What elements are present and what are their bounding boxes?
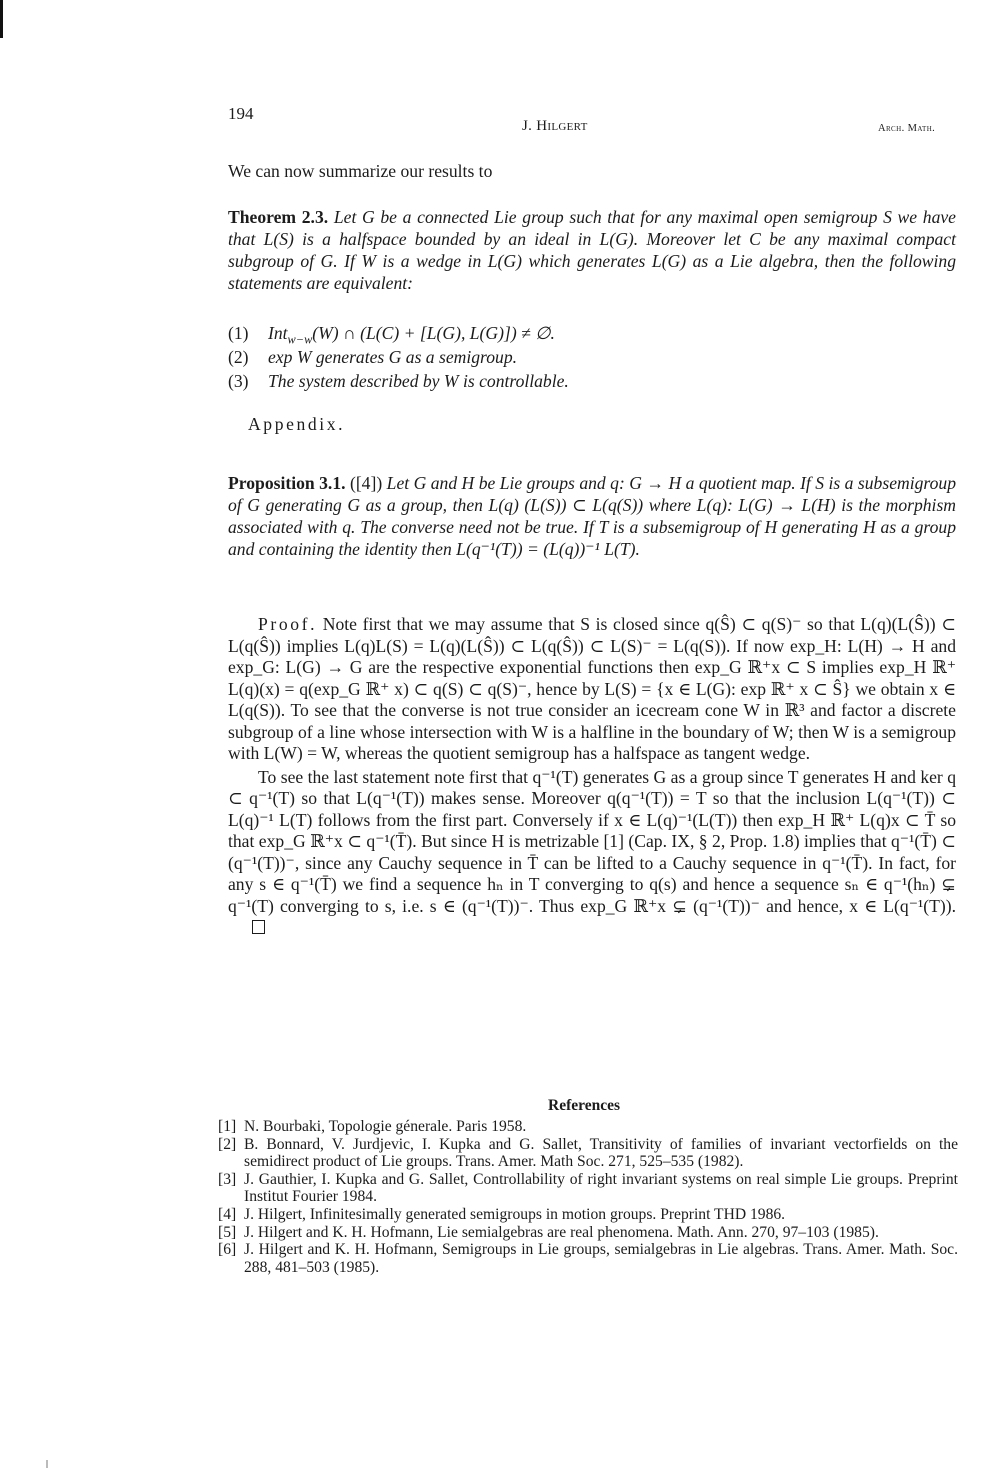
- reference-number: [1]: [218, 1118, 237, 1135]
- appendix-heading: Appendix.: [248, 414, 346, 434]
- reference-number: [4]: [218, 1205, 237, 1223]
- proposition-paragraph: [228, 472, 956, 560]
- page-number: 194: [228, 104, 254, 123]
- reference-text: J. Hilgert and K. H. Hofmann, Semigroups in Lie groups, semialgebras in Lie algebras. Trans. Amer. Math. Soc. 288, 481–503 (1985).: [244, 1241, 958, 1276]
- intro-line: [228, 160, 956, 182]
- list-item-text: The system described by W is controllable.: [268, 371, 569, 391]
- proposition-text: Let G and H be Lie groups and q: G → H a quotient map. If S is a subsemigroup of G generating G as a group, then L(q) (L(S)) ⊂ L(q(S)) where L(q): L(G) → L(H) is the morphism associated with q. The converse need not be true. If T is a subsemigroup of H generating H as a group and containing the identity then L(q⁻¹(T)) = (L(q))⁻¹ L(T).: [228, 473, 956, 559]
- list-item-text: Int$_{w-w}$(W) ∩ (L(C) + [L(G), L(G)]) ≠ ∅.: [268, 323, 555, 347]
- reference-item: [218, 1241, 958, 1276]
- running-author: J. Hilgert: [522, 118, 588, 134]
- references-list: [218, 1118, 958, 1276]
- list-item: [228, 369, 956, 393]
- theorem-statement-list: [228, 321, 956, 393]
- theorem-text: Let G be a connected Lie group such that for any maximal open semigroup S we have that L(S) is a halfspace bounded by an ideal in L(G). Moreover let C be any maximal compact subgroup of G. If W is a wedge in L(G) which generates L(G) as a Lie algebra, then the following statements are equivalent:: [228, 207, 956, 293]
- list-item: [228, 345, 956, 369]
- reference-item: [218, 1206, 958, 1224]
- theorem-paragraph: [228, 206, 956, 294]
- reference-text: J. Hilgert, Infinitesimally generated semigroups in motion groups. Preprint THD 1986.: [244, 1205, 786, 1223]
- reference-item: [218, 1224, 958, 1242]
- reference-text: B. Bonnard, V. Jurdjevic, I. Kupka and G. Sallet, Transitivity of families of invariant vectorfields on the semidirect product of Lie groups. Trans. Amer. Math Soc. 271, 525–535 (1982).: [244, 1135, 958, 1171]
- reference-item: [218, 1118, 958, 1136]
- reference-text: J. Hilgert and K. H. Hofmann, Lie semialgebras are real phenomena. Math. Ann. 270, 97–103 (1985).: [244, 1223, 879, 1241]
- theorem-label: Theorem 2.3.: [228, 207, 329, 227]
- intro-text: We can now summarize our results to: [228, 161, 493, 181]
- reference-number: [6]: [218, 1241, 237, 1259]
- theorem-block: [228, 206, 956, 294]
- scan-artifact: [46, 1460, 48, 1468]
- reference-text: J. Gauthier, I. Kupka and G. Sallet, Controllability of right invariant systems on real simple Lie groups. Preprint Institut Fourier 1984.: [244, 1170, 958, 1206]
- list-item-number: (3): [228, 371, 249, 391]
- references-heading: References: [548, 1097, 621, 1114]
- proof-block: [228, 614, 956, 939]
- reference-number: [3]: [218, 1170, 237, 1188]
- proposition-citation: ([4]): [349, 473, 383, 493]
- reference-item: [218, 1171, 958, 1206]
- qed-box-icon: [252, 920, 265, 934]
- running-header: [0, 0, 1000, 140]
- proof-text-2: To see the last statement note first that q⁻¹(T) generates G as a group since T generates H and ker q ⊂ q⁻¹(T) so that L(q⁻¹(T)) makes sense. Moreover q(q⁻¹(T)) = T so that the inclusion L(q⁻¹(T)) ⊂ L(q)⁻¹ L(T) follows from the first part. Conversely if x ∈ L(q)⁻¹(L(T)) then exp_H ℝ⁺ L(q)x ⊂ T̄ so that exp_G ℝ⁺x ⊂ q⁻¹(T̄). But since H is metrizable [1] (Cap. IX, § 2, Prop. 1.8) implies that q⁻¹(T̄) ⊂ (q⁻¹(T))⁻, since any Cauchy sequence in T̄ can be lifted to a Cauchy sequence in q⁻¹(T̄). In fact, for any s ∈ q⁻¹(T̄) we find a sequence hₙ in T converging to q(s) and hence a sequence sₙ ∈ q⁻¹(hₙ) ⊊ q⁻¹(T) converging to s, i.e. s ∈ (q⁻¹(T))⁻. Thus exp_G ℝ⁺x ⊊ (q⁻¹(T))⁻ and hence, x ∈ L(q⁻¹(T)).: [228, 766, 956, 916]
- proposition-block: [228, 472, 956, 560]
- list-item-number: (2): [228, 347, 249, 367]
- list-item-number: (1): [228, 323, 249, 343]
- reference-number: [5]: [218, 1223, 237, 1241]
- list-item-text: exp W generates G as a semigroup.: [268, 347, 518, 367]
- reference-text: N. Bourbaki, Topologie génerale. Paris 1958.: [244, 1118, 527, 1135]
- proposition-label: Proposition 3.1.: [228, 473, 346, 493]
- reference-number: [2]: [218, 1135, 237, 1153]
- list-item: [228, 321, 956, 345]
- journal-name: Arch. Math.: [878, 123, 936, 134]
- reference-item: [218, 1136, 958, 1171]
- proof-text-1: Note first that we may assume that S is closed since q(Ŝ) ⊂ q(S)⁻ so that L(q)(L(Ŝ)) ⊂ L(q(Ŝ)) implies L(q)L(S) = L(q)(L(Ŝ)) ⊂ L(q(Ŝ)) ⊂ L(S)⁻ = L(q(S)). If now exp_H: L(H) → H and exp_G: L(G) → G are the respective exponential functions then exp_G ℝ⁺x ⊂ S implies exp_H ℝ⁺ L(q)(x) = q(exp_G ℝ⁺ x) ⊂ q(S) ⊂ q(S)⁻, hence by L(S) = {x ∈ L(G): exp ℝ⁺ x ⊂ Ŝ} we obtain x ∈ L(q(S)). To see that the converse is not true consider an icecream cone W in ℝ³ and factor a discrete subgroup of a line whose intersection with W is a halfline in the boundary of W; then W is a semigroup with L(W) = W, whereas the quotient semigroup has a halfspace as tangent wedge.: [228, 614, 956, 763]
- proof-paragraph-1: [228, 614, 956, 765]
- proof-label: Proof.: [258, 614, 318, 634]
- proof-paragraph-2: [228, 767, 956, 939]
